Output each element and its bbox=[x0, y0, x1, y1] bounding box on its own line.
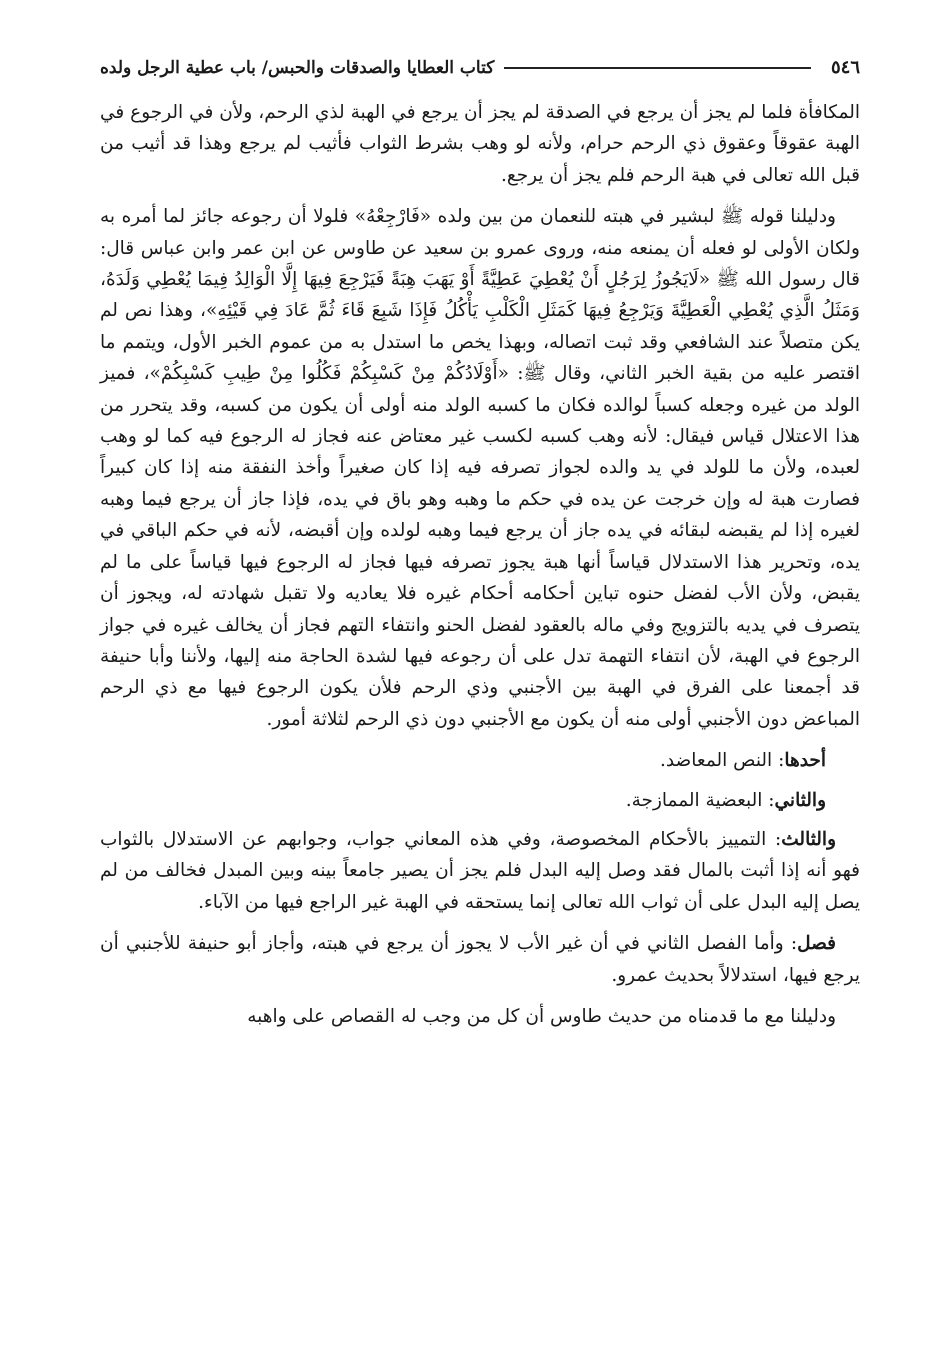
paragraph: ودليلنا قوله ﷺ لبشير في هبته للنعمان من بين ولده «فَارْجِعْهُ» فلولا أن رجوعه جائز لما أمره به ولكان الأولى لو فعله أن يمنعه منه، وروى عمرو بن سعيد عن طاوس عن ابن عمر وابن عباس قال: قال رسول الله ﷺ «لَايَجُوزُ لِرَجُلٍ أَنْ يُعْطِيَ عَطِيَّةً أَوْ يَهَبَ هِبَةً فَيَرْجِعَ فِيهَا إِلَّا الْوَالِدُ فِيمَا يُعْطِي وَلَدَهُ، وَمَثَلُ الَّذِي يُعْطِي الْعَطِيَّةَ وَيَرْجِعُ فِيهَا كَمَثَلِ الْكَلْبِ يَأْكُلُ فَإِذَا شَبِعَ قَاءَ ثُمَّ عَادَ فِي قَيْئِهِ»، وهذا نص لم يكن متصلاً عند الشافعي وقد ثبت اتصاله، وبهذا يخص ما استدل به من عموم الخبر الأول، ويتمم ما اقتصر عليه من بقية الخبر الثاني، وقال ﷺ: «أَوْلَادُكُمْ مِنْ كَسْبِكُمْ فَكُلُوا مِنْ طِيبِ كَسْبِكُمْ»، فميز الولد من غيره وجعله كسباً لوالده فكان ما كسبه الولد منه أولى أن يكون من كسبه، وقد يتحرر من هذا الاعتلال قياس فيقال: لأنه وهب كسبه لكسب غير معتاض عنه فجاز له الرجوع فيه كما لو وهب لعبده، ولأن ما للولد في يد والده لجواز تصرفه فيه إذا كان صغيراً وأخذ النفقة منه إذا كان كبيراً فصارت هبة له وإن خرجت عن يده في حكم ما وهبه وهو باق في يده، فإذا جاز أن يرجع فيما وهبه لغيره إذا لم يقبضه لبقائه في يده جاز أن يرجع فيما وهبه لولده وإن أقبضه، لأنه في حكم الباقي في يده، وتحرير هذا الاستدلال قياساً أنها هبة يجوز تصرفه فيها فجاز له الرجوع فيها قياساً على ما لم يقبض، ولأن الأب لفضل حنوه تباين أحكامه أحكام غيره فلا يعاديه ولا تقبل شهادته له، ويجوز أن يتصرف في يديه بالتزويج وفي ماله بالعقود لفضل الحنو وانتفاء التهم فجاز أن يخالف غيره في جواز الرجوع في الهبة، لأن انتفاء التهمة تدل على أن رجوعه فيها لشدة الحاجة منه إليها، ولأننا وأبا حنيفة قد أجمعنا على الفرق في الهبة بين الأجنبي وذي الرحم فلأن يكون الرجوع فيها مع ذي الرحم المباعض دون الأجنبي أولى منه أن يكون مع الأجنبي دون ذي الرحم لثلاثة أمور. bbox=[100, 206, 860, 730]
section-label: فصل bbox=[797, 933, 836, 955]
header-rule bbox=[504, 67, 811, 69]
paragraph: المكافأة فلما لم يجز أن يرجع في الصدقة لم يجز أن يرجع في الهبة لذي الرحم، ولأن في الرجوع في الهبة عقوقاً وعقوق ذي الرحم حرام، ولأنه لو وهب بشرط الثواب فأثيب لم يرجع وهذا قد أثيب من قبل الله تعالى في هبة الرحم فلم يجز أن يرجع. bbox=[100, 102, 860, 186]
third-text: : التمييز بالأحكام المخصوصة، وفي هذه المعاني جواب، وجوابهم عن الاستدلال بالثواب فهو أنه إذا أثبت بالمال فقد وصل إليه البدل فلم يجز أن يصير جامعاً بينه وبين المبدل فخالف من لم يصل إليه البدل على أن ثواب الله تعالى إنما يستحقه في الهبة غير الراجع فيها من الآباء. bbox=[100, 828, 860, 913]
section-text: : وأما الفصل الثاني في أن غير الأب لا يجوز أن يرجع في هبته، وأجاز أبو حنيفة للأجنبي أن يرجع فيها، استدلالاً بحديث عمرو. bbox=[100, 933, 860, 986]
paragraph bbox=[100, 824, 860, 918]
body-text bbox=[100, 97, 860, 1032]
reason-text: : النص المعاضد. bbox=[659, 750, 785, 772]
reason-item bbox=[100, 785, 860, 816]
reason-item bbox=[100, 745, 860, 776]
paragraph: ودليلنا مع ما قدمناه من حديث طاوس أن كل من وجب له القصاص على واهبه bbox=[247, 1005, 836, 1027]
page-header bbox=[100, 55, 860, 81]
running-title: كتاب العطايا والصدقات والحبس/ باب عطية الرجل ولده bbox=[100, 58, 495, 78]
document-page bbox=[100, 55, 860, 1328]
section-paragraph bbox=[100, 928, 860, 991]
third-label: والثالث bbox=[781, 828, 836, 850]
reason-label: والثاني bbox=[774, 789, 826, 811]
page-number: ٥٤٦ bbox=[830, 57, 860, 78]
reason-label: أحدها bbox=[784, 750, 826, 772]
reason-text: : البعضية الممازجة. bbox=[625, 789, 775, 811]
